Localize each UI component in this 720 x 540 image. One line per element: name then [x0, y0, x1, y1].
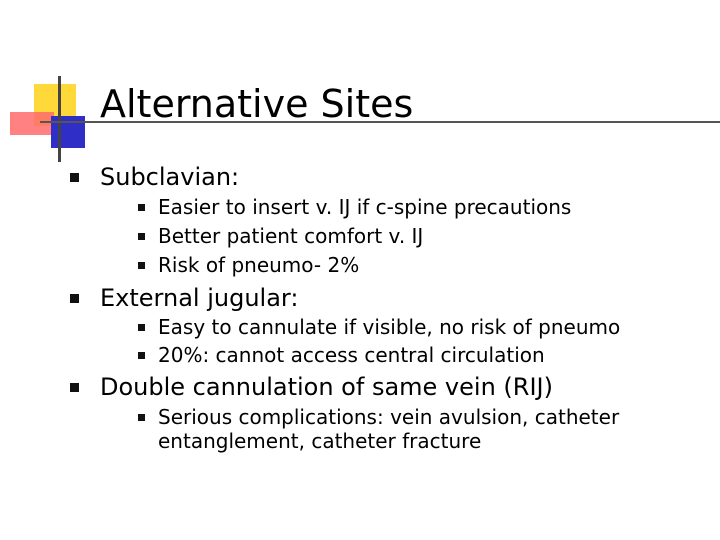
sub-bullet — [158, 405, 619, 429]
sub-bullet-text: 20%: cannot access central circulation — [158, 343, 545, 367]
sub-bullet-text: Easier to insert v. IJ if c-spine precautions — [158, 195, 572, 219]
square-bullet-icon — [138, 233, 145, 240]
square-bullet-icon — [70, 173, 79, 182]
sub-bullet-text: Risk of pneumo- 2% — [158, 253, 360, 277]
bullet-double-cannulation — [100, 373, 553, 401]
square-bullet-icon — [138, 414, 145, 421]
sub-bullet — [158, 224, 423, 248]
sub-bullet-text: entanglement, catheter fracture — [158, 429, 482, 453]
bullet-subclavian — [100, 163, 239, 191]
sub-bullet — [158, 195, 571, 219]
vertical-accent-line — [58, 76, 61, 162]
square-bullet-icon — [70, 383, 79, 392]
red-accent-square — [10, 112, 54, 135]
bullet-text: Double cannulation of same vein (RIJ) — [100, 373, 553, 401]
sub-bullet — [158, 343, 545, 367]
sub-bullet-text: Easy to cannulate if visible, no risk of pneumo — [158, 315, 621, 339]
bullet-external-jugular — [100, 284, 298, 312]
bullet-text: External jugular: — [100, 284, 299, 312]
sub-bullet-text: Serious complications: vein avulsion, catheter — [158, 405, 620, 429]
square-bullet-icon — [70, 294, 79, 303]
sub-bullet — [158, 315, 620, 339]
square-bullet-icon — [138, 204, 145, 211]
bullet-text: Subclavian: — [100, 163, 240, 191]
square-bullet-icon — [138, 262, 145, 269]
sub-bullet — [158, 253, 359, 277]
sub-bullet-text: Better patient comfort v. IJ — [158, 224, 424, 248]
sub-bullet-continuation — [158, 429, 481, 453]
square-bullet-icon — [138, 324, 145, 331]
square-bullet-icon — [138, 352, 145, 359]
slide-title: Alternative Sites — [100, 82, 414, 126]
